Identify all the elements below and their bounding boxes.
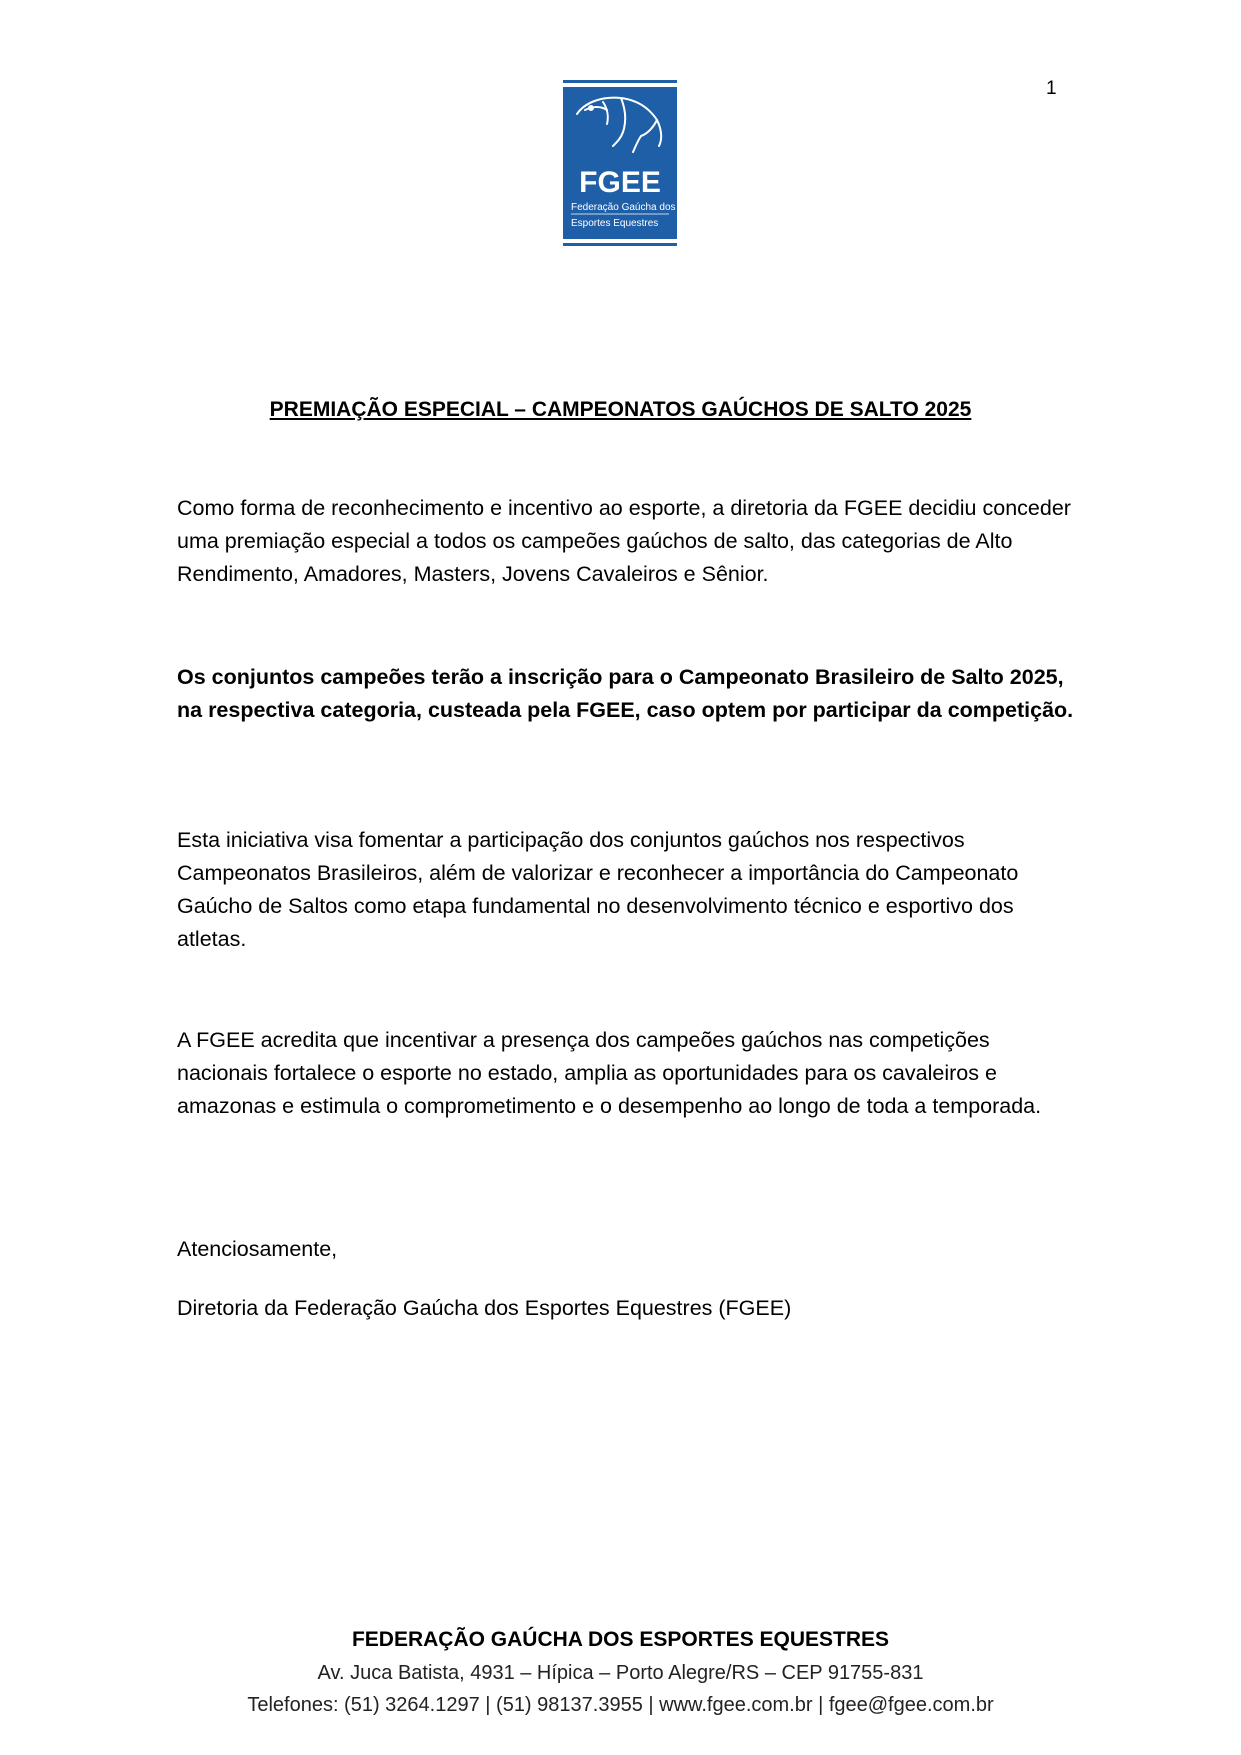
paragraph-belief: A FGEE acredita que incentivar a presença dos campeões gaúchos nas competições nacionais fortalece o esporte no estado, amplia as oportunidades para os cavaleiros e amazonas e estimula o comprometimento e o desempenho ao longo de toda a temporada. — [177, 1028, 1042, 1118]
footer-organization: FEDERAÇÃO GAÚCHA DOS ESPORTES EQUESTRES — [351, 1628, 890, 1651]
paragraph-registration-award: Os conjuntos campeões terão a inscrição para o Campeonato Brasileiro de Salto 2025, na respectiva categoria, custeada pela FGEE, caso optem por participar da competição. — [177, 665, 1074, 722]
signature: Diretoria da Federação Gaúcha dos Esportes Equestres (FGEE) — [177, 1296, 792, 1320]
footer-contacts: Telefones: (51) 3264.1297 | (51) 98137.3955 | www.fgee.com.br | fgee@fgee.com.br — [247, 1694, 994, 1716]
svg-text:Esportes Equestres: Esportes Equestres — [571, 218, 659, 229]
fgee-logo — [563, 80, 677, 246]
page-number: 1 — [1046, 78, 1057, 99]
svg-text:FGEE: FGEE — [579, 166, 661, 199]
document-title: PREMIAÇÃO ESPECIAL – CAMPEONATOS GAÚCHOS DE SALTO 2025 — [269, 398, 972, 421]
closing: Atenciosamente, — [177, 1237, 338, 1261]
paragraph-recognition: Como forma de reconhecimento e incentivo ao esporte, a diretoria da FGEE decidiu conceder uma premiação especial a todos os campeões gaúchos de salto, das categorias de Alto Rendimento, Amadores, Masters, Jovens Cavaleiros e Sênior. — [177, 496, 1071, 586]
footer-address: Av. Juca Batista, 4931 – Hípica – Porto Alegre/RS – CEP 91755-831 — [317, 1662, 924, 1684]
paragraph-initiative: Esta iniciativa visa fomentar a participação dos conjuntos gaúchos nos respectivos Campeonatos Brasileiros, além de valorizar e reconhecer a importância do Campeonato Gaúcho de Saltos como etapa fundamental no desenvolvimento técnico e esportivo dos atletas. — [177, 828, 1019, 951]
svg-text:Federação Gaúcha dos: Federação Gaúcha dos — [571, 202, 676, 213]
